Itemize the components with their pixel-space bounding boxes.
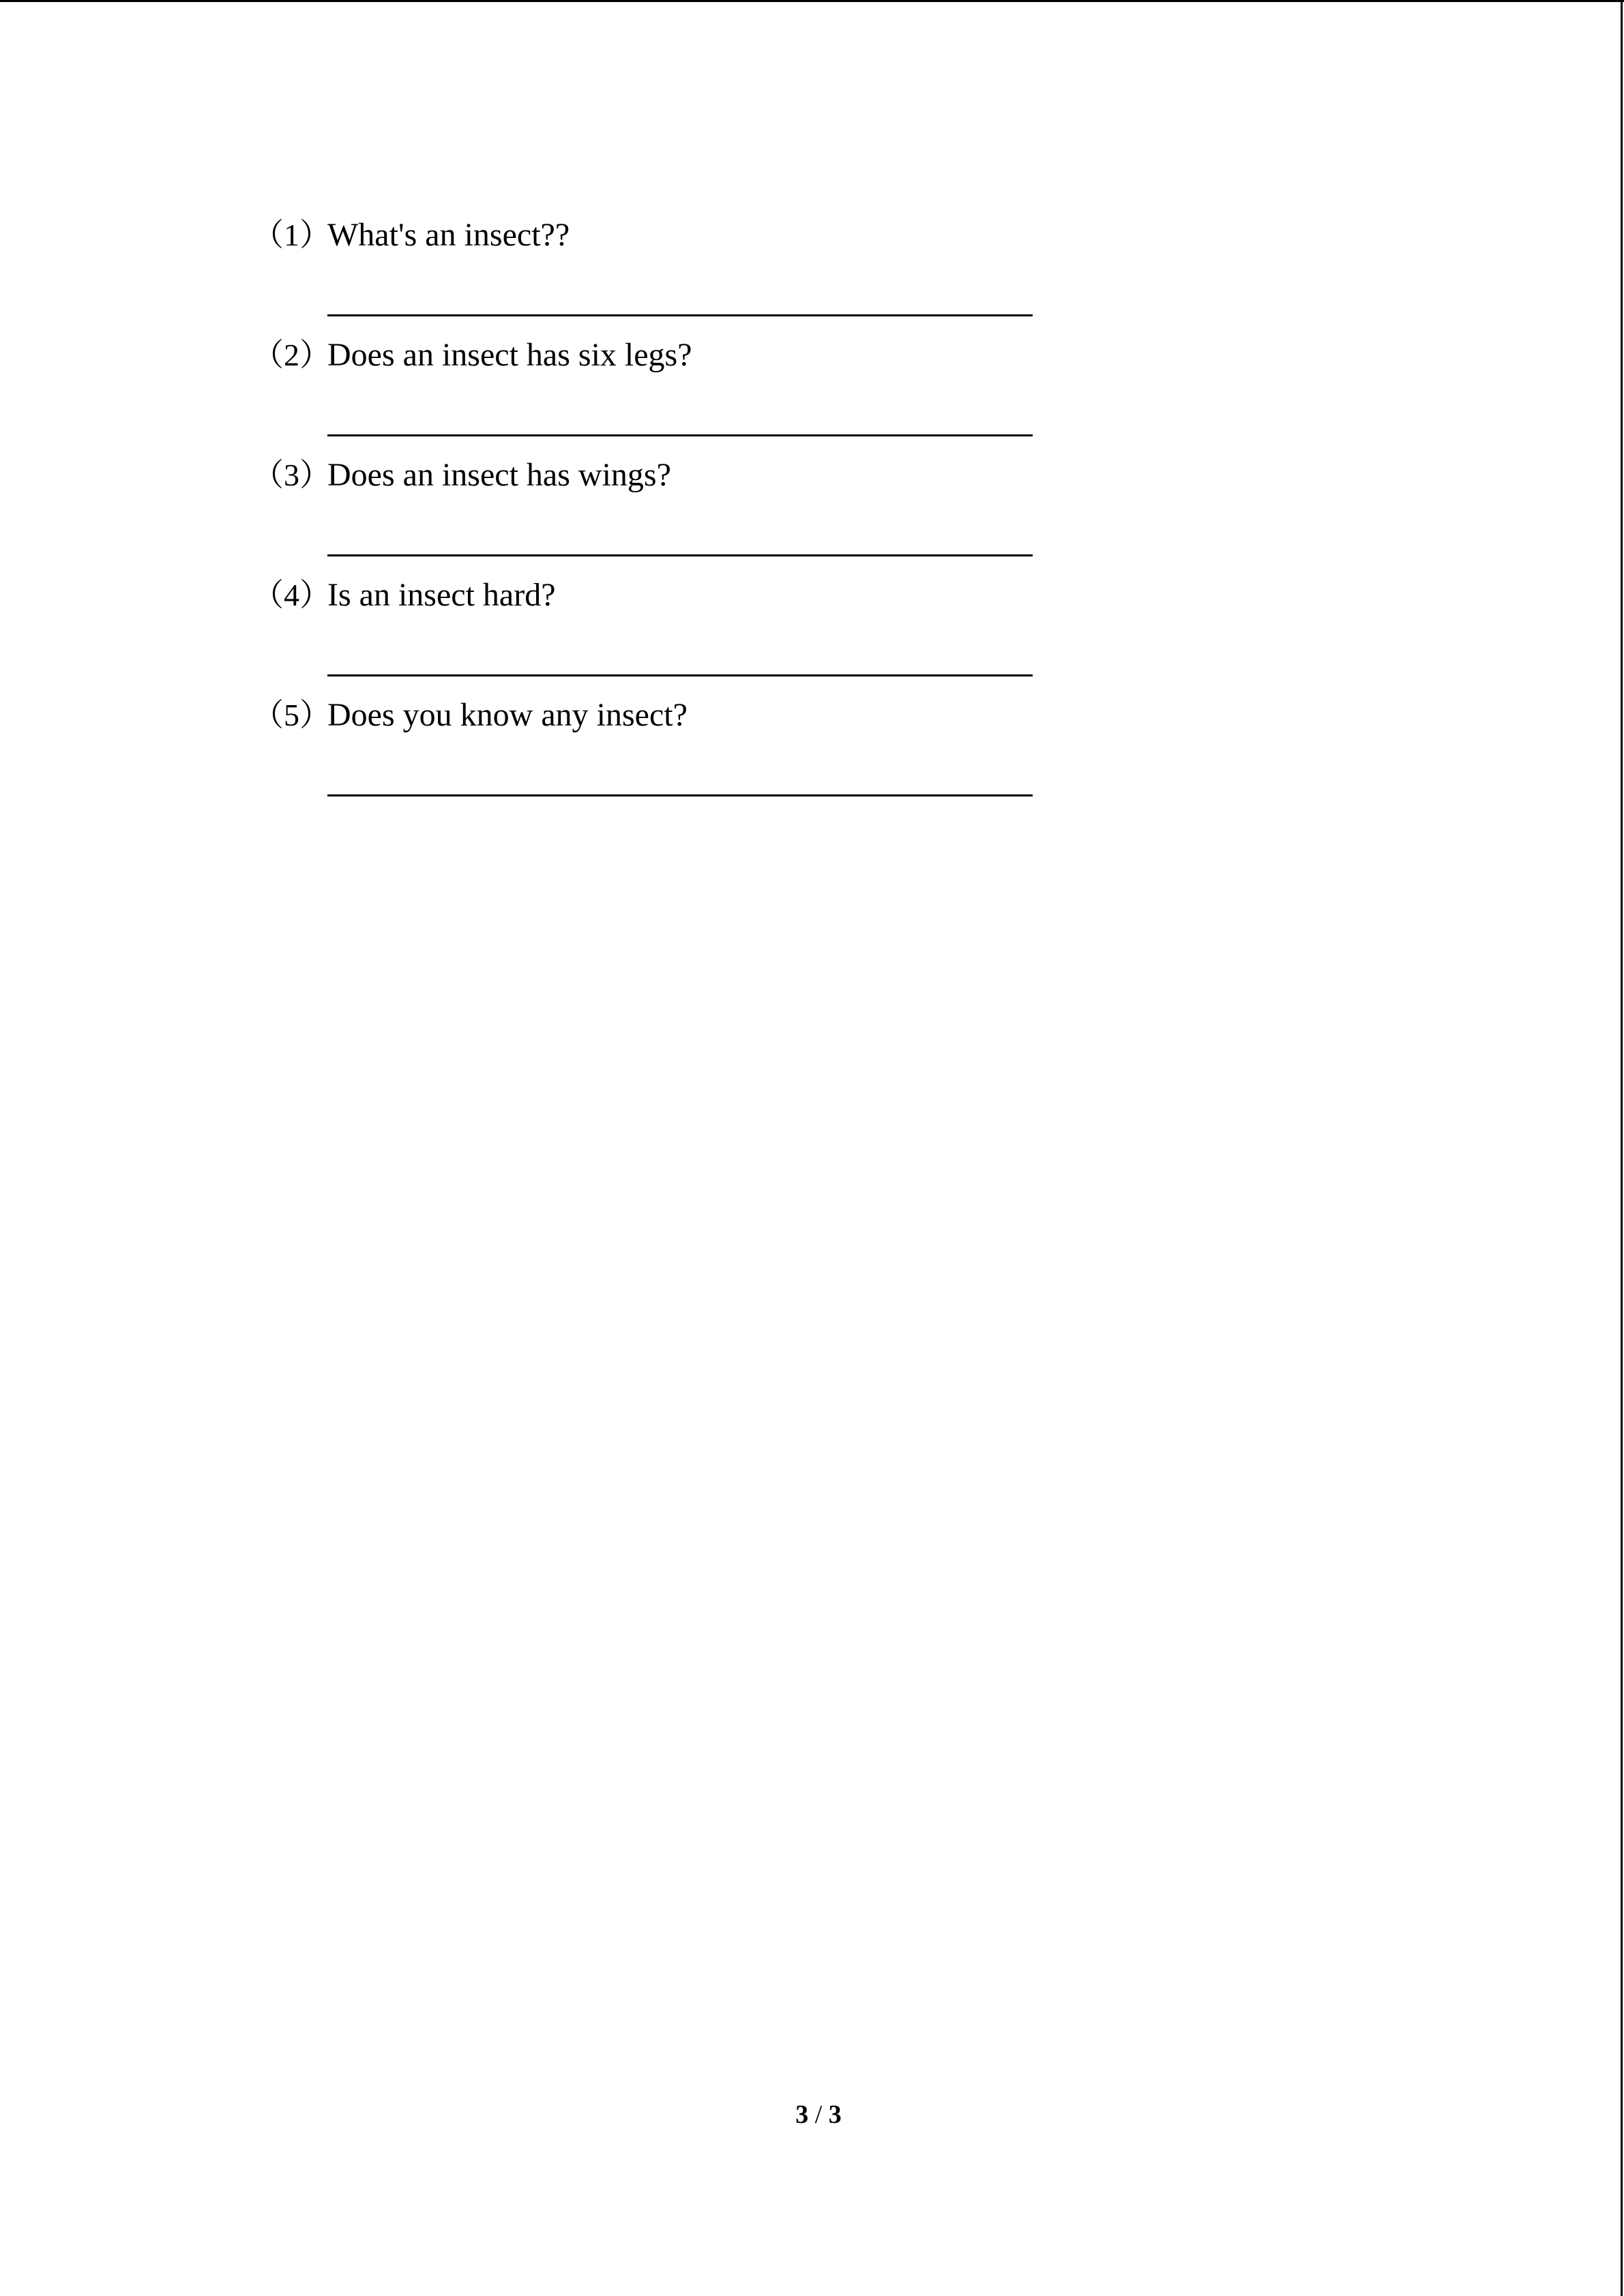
question-number: （5） <box>252 698 331 732</box>
question-item <box>252 571 1071 691</box>
page-number <box>750 2098 887 2132</box>
question-item <box>252 331 1071 451</box>
question-text: What's an insect?? <box>327 217 570 253</box>
answer-line[interactable] <box>327 434 1033 436</box>
question-text: Does an insect has six legs? <box>327 337 692 373</box>
question-number: （3） <box>252 458 331 492</box>
question-text: Does you know any insect? <box>327 697 688 733</box>
question-number: （1） <box>252 218 331 252</box>
current-page-number: 3 <box>795 2100 809 2129</box>
question-item <box>252 691 1071 811</box>
question-item <box>252 211 1071 331</box>
answer-line[interactable] <box>327 314 1033 316</box>
page-top-border <box>0 0 1624 2</box>
question-text: Is an insect hard? <box>327 577 556 613</box>
question-item <box>252 451 1071 571</box>
page-separator: / <box>808 2100 829 2129</box>
page-right-border <box>1621 0 1623 2296</box>
answer-line[interactable] <box>327 794 1033 796</box>
question-number: （2） <box>252 338 331 372</box>
question-text: Does an insect has wings? <box>327 457 671 493</box>
question-number: （4） <box>252 578 331 612</box>
answer-line[interactable] <box>327 554 1033 556</box>
answer-line[interactable] <box>327 674 1033 676</box>
total-page-count: 3 <box>828 2100 842 2129</box>
